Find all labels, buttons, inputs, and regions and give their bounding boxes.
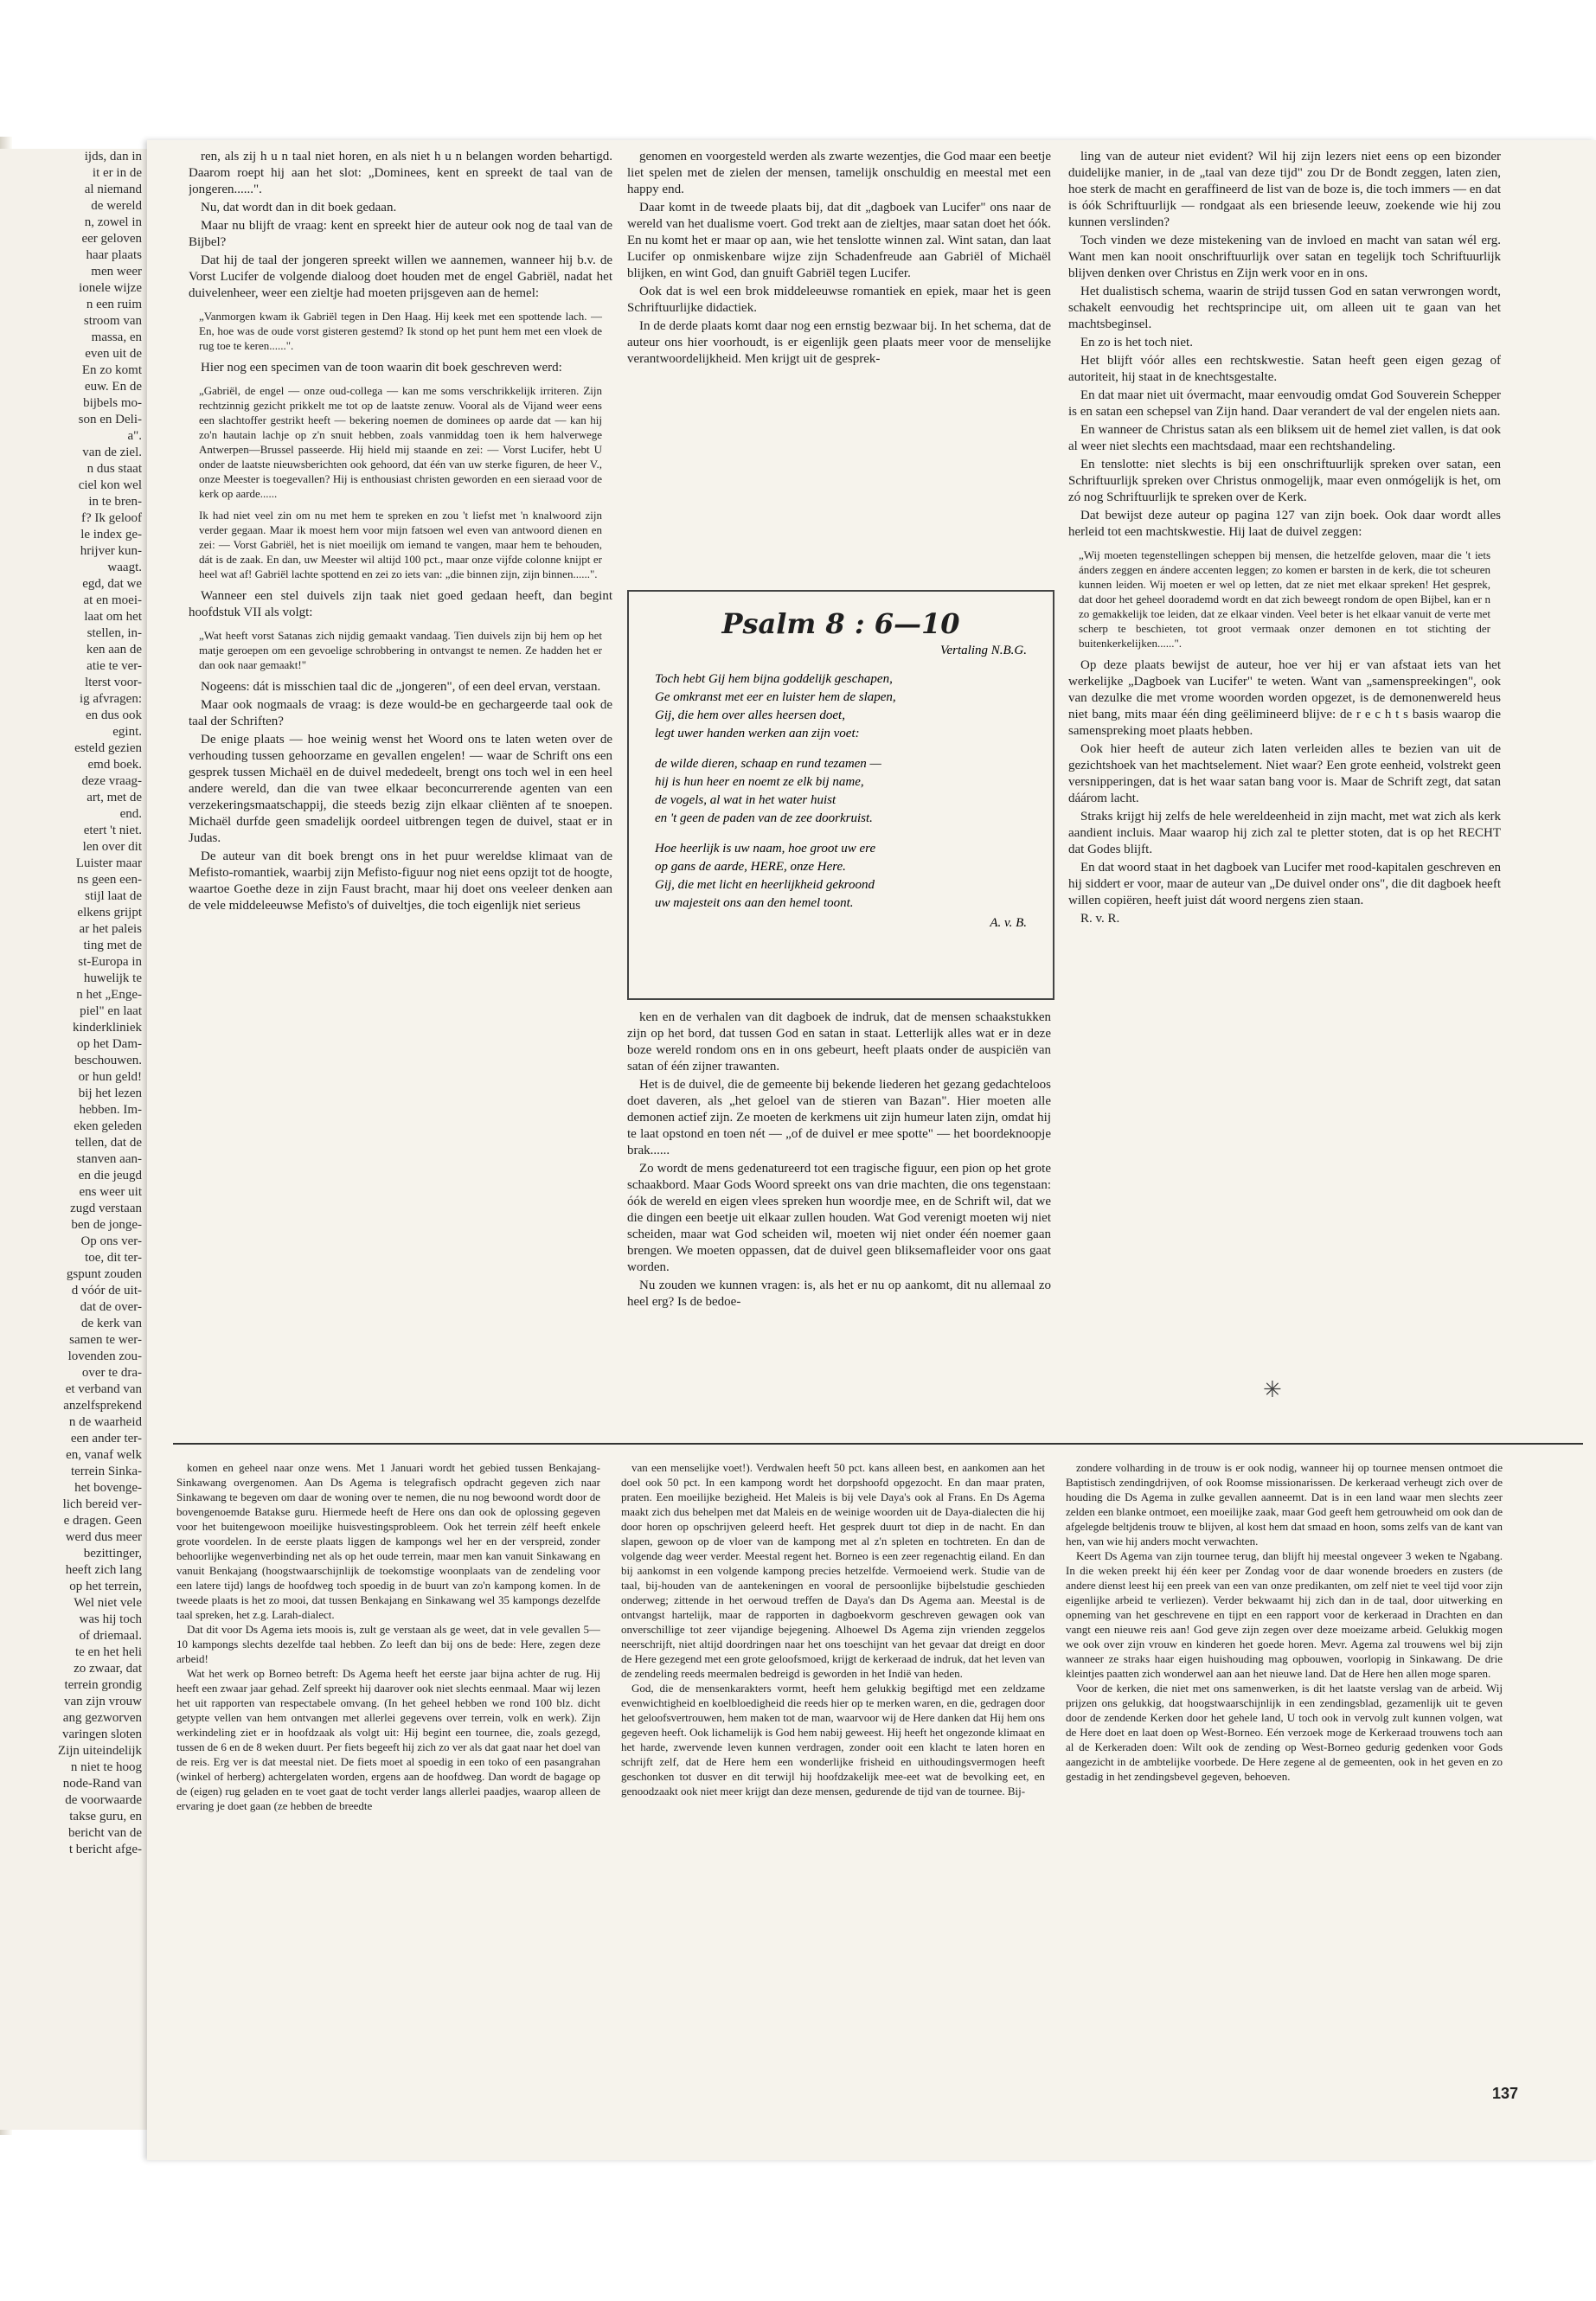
psalm-line: Gij, die met licht en heerlijkheid gekroond bbox=[655, 878, 875, 892]
paragraph: Voor de kerken, die niet met ons samenwerken, is dit het laatste verslag van de arbeid. Wij prijzen ons gelukkig, dat hoogstwaarschijnlijk in een zendingsblad, gezamenlijk uit te geven door de zendende Kerken door het gehele land, U toch ook in vervolg zult kunnen volgen, wat de Here doet en laat doen op West-Borneo. Eén verzoek moge de Kerkeraad trouwens toch aan al de Kerkeraden doen: Wilt ook de zending op West-Borneo gedurig gedenken voor Gods aangezicht in de ambtelijke voorbede. De Here zegene al de gemeenten, ook in het geven en zo gestadig in het zendingsbevel gegeven, behoeven. bbox=[1066, 1682, 1503, 1783]
left-page-text-fragment: st-Europa in bbox=[78, 955, 142, 969]
psalm-line: hij is hun heer en noemt ze elk bij name, bbox=[655, 775, 864, 789]
paragraph: „Wat heeft vorst Satanas zich nijdig gemaakt vandaag. Tien duivels zijn bij hem op het matje geroepen om een gevoelige schrobbering in ontvangst te nemen. Ze hadden het er dan ook naar gemaakt!" bbox=[199, 629, 602, 671]
left-page-text-fragment: ar het paleis bbox=[79, 922, 142, 936]
left-page-text-fragment: atie te ver- bbox=[87, 659, 142, 673]
left-page-text-fragment: len over dit bbox=[82, 840, 142, 854]
left-page-text-fragment: de wereld bbox=[91, 199, 142, 213]
left-page-text-fragment: lich bereid ver- bbox=[62, 1497, 142, 1511]
left-page-text-fragment: ang gezworven bbox=[62, 1711, 142, 1725]
left-page-edge bbox=[0, 149, 152, 2130]
left-page-text-fragment: terrein grondig bbox=[64, 1678, 142, 1692]
left-page-text-fragment: euw. En de bbox=[84, 380, 142, 394]
left-page-text-fragment: huwelijk te bbox=[83, 971, 142, 985]
left-page-text-fragment: Luister maar bbox=[75, 856, 142, 870]
left-page-text-fragment: anzelfsprekend bbox=[63, 1399, 142, 1413]
paragraph: R. v. R. bbox=[1080, 912, 1120, 926]
paragraph: De enige plaats — hoe weinig wenst het Woord ons te laten weten over de verhouding tussen gehoorzame en gevallen engelen! — waar de Schrift ons een gesprek tussen Michaël en de duivel mededeelt, brengt ons toch wel in een heel andere wereld, dan die van twee elkaar beconcurrerende agenten van een verzekeringsmaatschappij, die steeds bezig zijn elkaar cliënten af te snoepen. Michaël durfde geen smadelijk oordeel uitbrengen tegen de duivel, staat er in Judas. bbox=[189, 733, 612, 845]
left-page-text-fragment: deze vraag- bbox=[81, 774, 142, 788]
left-page-text-fragment: bezittinger, bbox=[83, 1547, 142, 1561]
paragraph: genomen en voorgesteld werden als zwarte wezentjes, die God maar een beetje liet spelen met de zielen der mensen, tamelijk onschuldig en meestal met een happy end. bbox=[627, 150, 1051, 196]
left-page-text-fragment: lterst voor- bbox=[85, 676, 142, 689]
left-page-text-fragment: d vóór de uit- bbox=[71, 1284, 142, 1298]
article-column-1 bbox=[189, 149, 612, 1438]
left-page-text-fragment: en die jeugd bbox=[78, 1169, 142, 1183]
report-column-3 bbox=[1066, 1460, 1503, 2100]
left-page-text-fragment: e dragen. Geen bbox=[63, 1514, 142, 1528]
left-page-text-fragment: end. bbox=[119, 807, 142, 821]
left-page-text-fragment: van de ziel. bbox=[82, 445, 142, 459]
left-page-text-fragment: beschouwen. bbox=[74, 1054, 142, 1067]
left-page-text-fragment: laat om het bbox=[84, 610, 142, 624]
left-page-text-fragment: was hij toch bbox=[79, 1612, 142, 1626]
left-page-text-fragment: n de waarheid bbox=[68, 1415, 142, 1429]
left-page-text-fragment: dat de over- bbox=[80, 1300, 142, 1314]
left-page-text-fragment: le index ge- bbox=[80, 528, 142, 542]
left-page-text-fragment: in te bren- bbox=[88, 495, 142, 509]
left-page-text-fragment: node-Rand van bbox=[62, 1777, 142, 1791]
left-page-text-fragment: het bovenge- bbox=[74, 1481, 142, 1495]
article-column-2-bottom bbox=[627, 1009, 1051, 1438]
article-column-2-top bbox=[627, 149, 1051, 581]
left-page-text-fragment: tellen, dat de bbox=[74, 1136, 142, 1150]
left-page-text-fragment: hebben. Im- bbox=[79, 1103, 142, 1117]
paragraph: Dat hij de taal der jongeren spreekt willen we aannemen, wanneer hij b.v. de Vorst Lucifer de volgende dialoog doet houden met de engel Gabriël, nadat het duivelenheer, weer een zieltje had moeten prijsgeven aan de hemel: bbox=[189, 253, 612, 300]
left-page-text-fragment: of driemaal. bbox=[79, 1629, 142, 1643]
left-page-text-fragment: at en moei- bbox=[83, 593, 142, 607]
left-page-text-fragment: eer geloven bbox=[81, 232, 142, 246]
paragraph: Het is de duivel, die de gemeente bij bekende liederen het gezang gedachteloos doet daveren, als „het geloel van de stieren van Bazan". Hier moeten alle demonen actief zijn. Ze moeten de kerkmens uit zijn humeur laten zijn, omdat hij te laat opstond en toen nét — „of de duivel er mee spotte" — het boordeknoopje brak...... bbox=[627, 1078, 1051, 1157]
paragraph: En tenslotte: niet slechts is bij een onschriftuurlijk spreken over satan, een Schriftuurlijk spreken over Christus onmogelijk, maar even onmógelijk is het, om zó nog Schriftuurlijk te spreken over de Kerk. bbox=[1068, 458, 1501, 504]
left-page-text-fragment: a". bbox=[127, 429, 142, 443]
left-page-text-fragment: t bericht afge- bbox=[68, 1843, 142, 1856]
paragraph: ken en de verhalen van dit dagboek de indruk, dat de mensen schaakstukken zijn op het bord, dat tussen God en satan in staat. Letterlijk alles wat er in deze boze wereld rondom ons en in ons gebeurt, heeft plaats onder de auspiciën van satan of één zijner trawanten. bbox=[627, 1010, 1051, 1074]
left-page-text-fragment: ben de jonge- bbox=[71, 1218, 142, 1232]
left-page-text-fragment: takse guru, en bbox=[69, 1810, 142, 1823]
left-page-text-fragment: varingen sloten bbox=[61, 1727, 142, 1741]
paragraph: komen en geheel naar onze wens. Met 1 Januari wordt het gebied tussen Benkajang-Sinkawang overgenomen. Aan Ds Agema is telegrafisch opdracht gegeven zich naar Sinkawang te begeven om daar de woning over te nemen, die nu nog bewoond wordt door de bovengenoemde Batakse guru. Hiermede heeft de Here ons dan ook de oplossing gegeven voor het buitengewoon moeilijke huisvestingsprobleem. Ook het terrein zélf heeft enkele grote voordelen. In de eerste plaats liggen de kampongs wel her en der verspreid, zonder behoorlijke wegenverbinding net als op het oude terrein, maar men kan vanuit Sinkawang en vanuit Benkajang (hoogstwaarschijnlijk de toekomstige woonplaats van de zendeling voor een latere tijd) langs de hoofdweg toch spoedig in de buurt van zo'n kampong komen. In de tweede plaats is het zo mooi, dat tussen Benkajang en Sinkawang wel 35 kampongs dezelfde taal spreken, het z.g. Larah-dialect. bbox=[176, 1461, 600, 1621]
left-page-text-fragment: son en Deli- bbox=[78, 413, 142, 426]
left-page-text-fragment: ting met de bbox=[83, 939, 142, 952]
psalm-translation: Vertaling N.B.G. bbox=[940, 644, 1027, 657]
left-page-text-fragment: heeft zich lang bbox=[65, 1563, 142, 1577]
paragraph: Het dualistisch schema, waarin de strijd tussen God en satan verwrongen wordt, schakelt eenvoudig het rechtsprincipe uit, om alleen uit te gaan van het machtsbeginsel. bbox=[1068, 285, 1501, 331]
left-page-text-fragment: eken geleden bbox=[74, 1119, 142, 1133]
left-page-text-fragment: werd dus meer bbox=[65, 1530, 142, 1544]
left-page-text-fragment: et verband van bbox=[65, 1382, 142, 1396]
paragraph: Straks krijgt hij zelfs de hele wereldeenheid in zijn macht, met wat zich als kerk aandient incluis. Maar waarop hij zich zal te pletter stoten, dat is op het RECHT dat Godes blijft. bbox=[1068, 810, 1501, 856]
left-page-text-fragment: ionele wijze bbox=[79, 281, 142, 295]
article-column-3 bbox=[1068, 149, 1501, 1368]
left-page-text-fragment: emd boek. bbox=[87, 758, 142, 772]
psalm-line: uw majesteit ons aan den hemel toont. bbox=[655, 896, 854, 910]
psalm-line: de vogels, al wat in het water huist bbox=[655, 793, 836, 807]
psalm-line: Gij, die hem over alles heersen doet, bbox=[655, 708, 845, 722]
left-page-text-fragment: over te dra- bbox=[81, 1366, 142, 1380]
paragraph: ren, als zij h u n taal niet horen, en als niet h u n belangen worden behartigd. Daarom roept hij aan het slot: „Dominees, kent en spreekt de taal van de jongeren......". bbox=[189, 150, 612, 196]
paragraph: En zo is het toch niet. bbox=[1080, 336, 1193, 349]
left-page-text-fragment: men weer bbox=[91, 265, 142, 279]
left-page-text-fragment: Wel niet vele bbox=[74, 1596, 142, 1610]
left-page-text-fragment: f? Ik geloof bbox=[81, 511, 142, 525]
asterisk-ornament-icon: ✳ bbox=[1263, 1377, 1282, 1402]
paragraph: En wanneer de Christus satan als een bliksem uit de hemel ziet vallen, is dat ook al weer niet slechts een machtsdaad, maar een rechtshandeling. bbox=[1068, 423, 1501, 453]
left-page-text-fragment: toe, dit ter- bbox=[85, 1251, 142, 1265]
left-page-text-fragment: waagt. bbox=[107, 561, 142, 574]
psalm-line: Ge omkranst met eer en luister hem de slapen, bbox=[655, 690, 896, 704]
paragraph: Op deze plaats bewijst de auteur, hoe ver hij er van afstaat iets van het werkelijke „Dagboek van Lucifer" te weten. Want van „samenspreekingen", ook van dezulke die met vrome woorden worden opgezet, is de demonenwereld heus niet bang, mits maar één ding geëlimineerd blijve: de r e c h t s basis waarop die samenspreking moet plaats hebben. bbox=[1068, 658, 1501, 738]
left-page-text-fragment: ns geen een- bbox=[77, 873, 142, 887]
paragraph: Nogeens: dát is misschien taal dic de „jongeren", of een deel ervan, verstaan. bbox=[201, 680, 601, 694]
left-page-text-fragment: van zijn vrouw bbox=[64, 1695, 142, 1708]
psalm-line: op gans de aarde, HERE, onze Here. bbox=[655, 860, 846, 874]
paragraph: Ik had niet veel zin om nu met hem te spreken en zou 't liefst met 'n knalwoord zijn verder gegaan. Maar ik moest hem voor mijn fatsoen wel even van antwoord dienen en zei: — Vorst Gabriël, het is niet moeilijk om iemand te vangen, maar hem te behouden, dát is de zaak. En dan, uw Meester wil altijd 100 pct., maar onze vijfde colonne knijpt er heel wat af! Gabriël lachte spottend en zei zo iets van: „die binnen zijn, zijn binnen......". bbox=[199, 509, 602, 580]
left-page-text-fragment: haar plaats bbox=[86, 248, 142, 262]
page-number: 137 bbox=[1492, 2085, 1519, 2102]
psalm-line: Toch hebt Gij hem bijna goddelijk geschapen, bbox=[655, 672, 893, 686]
left-page-text-fragment: bij het lezen bbox=[78, 1086, 142, 1100]
left-page-text-fragment: Op ons ver- bbox=[80, 1234, 142, 1248]
paragraph: Zo wordt de mens gedenatureerd tot een tragische figuur, een pion op het grote schaakbord. Maar Gods Woord spreekt ons van drie machten, die ons tegenstaan: óók de wereld en eigen vlees spreken hun woordje mee, en de Schrift wil, dat we die dingen een beetje uit elkaar zullen houden. Wat God verenigt moeten wij niet scheiden, maar wat God scheiden wil, moeten wij niet onder één noemer gaan brengen. We moeten oppassen, dat de duivel geen bliksemafleider voor ons gaat worden. bbox=[627, 1162, 1051, 1274]
paragraph: Maar ook nogmaals de vraag: is deze would-be en gechargeerde taal ook de taal der Schriften? bbox=[189, 698, 612, 728]
left-page-text-fragment: hrijver kun- bbox=[80, 544, 142, 558]
left-page-text-fragment: stroom van bbox=[83, 314, 142, 328]
psalm-author: A. v. B. bbox=[990, 916, 1027, 930]
left-page-text-fragment: n het „Enge- bbox=[76, 988, 142, 1002]
paragraph: van een menselijke voet!). Verdwalen heeft 50 pct. kans alleen best, en aankomen aan het doel ook 50 pct. In een kampong wordt het dorpshoofd opgezocht. En dan maar praten, praten. Een moeilijke bezigheid. Het Maleis is bij vele Daya's ook al Frans. En Ds Agema maakt zich dus behelpen met dat Maleis en de weinige woorden uit de Daya-dialecten die hij door horen op opschrijven geleerd heeft. Het gesprek duurt tot diep in de nacht. En dan slapen, gewoon op de vloer van de kampong met al z'n spleten en tochtreten. En dan de volgende dag weer verder. Meestal regent het. Borneo is een zeer regenachtig eiland. En dan bij aankomst in een volgende kampong precies hetzelfde. Vermoeiend werk. Studie van de taal, bij-houden van de aantekeningen en vooral de persoonlijke bijbelstudie geschieden onderweg; zittende in het oerwoud treffen de Daya's dan Ds Agema aan. Meestal is de ontvangst hartelijk, maar de rapporten in dagboekvorm geschreven gewagen ook van onverschillige tot zeer vijandige bejegening. Alhoewel Ds Agema zijn vrienden zeggelos neerschrijft, niet altijd doordringen naar het ons toeschijnt van het gevaar dat dreigt en door de Here gezegend met een grote geloofsmoed, krijgt de kerkeraad de indruk, dat het leven van de zendeling reeds meermalen bedreigd is geworden in het Indië van heden. bbox=[621, 1461, 1045, 1680]
left-page-text-fragment: kinderkliniek bbox=[73, 1021, 142, 1035]
psalm-poem-box bbox=[627, 590, 1054, 1000]
magazine-page bbox=[147, 140, 1596, 2160]
left-page-text-fragment: een ander ter- bbox=[70, 1432, 142, 1445]
psalm-line: legt uwer handen werken aan zijn voet: bbox=[655, 727, 860, 740]
left-page-text-fragment: En zo komt bbox=[81, 363, 142, 377]
paragraph: Ook hier heeft de auteur zich laten verleiden alles te bezien van uit de gezichtshoek van het machtselement. Niet waar? Een grote eenheid, volstrekt geen versnipperingen, dat is het waar satan bang voor is. Maar de Schrift zegt, dat satan dáárom lacht. bbox=[1068, 742, 1501, 805]
paragraph: Wat het werk op Borneo betreft: Ds Agema heeft het eerste jaar bijna achter de rug. Hij heeft een zwaar jaar gehad. Zelf spreekt hij daarover ook niet slechts eenmaal. Maar wij lezen het uit rapporten van respectabele omvang. (In het geheel hebben we rond 100 blz. dicht getypte vellen van hem ontvangen met allerlei gegevens over terrein, volk en werk). Zijn werkindeling ziet er in hoofdzaak als volgt uit: Hij begint een tournee, die, zoals gezegd, tussen de 6 en de 8 weken duurt. Per fiets begeeft hij zich zo ver als dat gaat naar het doel van de reis. Erg ver is dat meestal niet. De fiets moet al spoedig in een toko of een pasangrahan (winkel of herberg) achtergelaten worden, ergens aan de hoofdweg. Dan wordt de bagage op de (eigen) rug geladen en te voet gaat de tocht verder langs allerlei paadjes, waarop alleen de ervaring je doet gaan (ze hebben de breedte bbox=[176, 1667, 600, 1812]
left-page-text-fragment: terrein Sinka- bbox=[70, 1465, 142, 1478]
paragraph: Hier nog een specimen van de toon waarin dit boek geschreven werd: bbox=[201, 361, 562, 375]
left-page-text-fragment: ig afvragen: bbox=[79, 692, 142, 706]
left-page-text-fragment: piel" en laat bbox=[80, 1004, 142, 1018]
left-page-text-fragment: zugd verstaan bbox=[70, 1202, 142, 1215]
paragraph: Toch vinden we deze mistekening van de invloed en macht van satan wél erg. Want men kan nooit onschriftuurlijk over satan en tegelijk toch Schriftuurlijk blijven denken over Christus en Zijn werk voor en in ons. bbox=[1068, 234, 1501, 280]
psalm-stanza-2 bbox=[629, 743, 1053, 828]
left-page-text-fragment: en, vanaf welk bbox=[66, 1448, 142, 1462]
psalm-line: en 't geen de paden van de zee doorkruist. bbox=[655, 811, 873, 825]
left-page-text-fragment: elkens grijpt bbox=[77, 906, 142, 920]
paragraph: Nu, dat wordt dan in dit boek gedaan. bbox=[201, 201, 397, 215]
paragraph: „Gabriël, de engel — onze oud-collega — kan me soms verschrikkelijk irriteren. Zijn rechtzinnig gezicht prikkelt me tot op de laatste zenuw. Vooral als de Vijand weer eens een slachtoffer gestrikt heeft — bekering noemen de dominees op aarde dat — kan hij zo'n hautain lachje op z'n snuit hebben, zoals vanmiddag toen ik hem halverwege Antwerpen—Brussel passeerde. Hij hield mij staande en zei: — Vorst Lucifer, hebt U onder de laatste nieuwsberichten ook gehoord, dat één van uw sterke figuren, de heer V., onze Meester is toegevallen? Hij is enthousiast christen geworden en een sieraad voor de kerk op aarde...... bbox=[199, 384, 602, 500]
left-page-text-fragment: de voorwaarde bbox=[65, 1793, 142, 1807]
paragraph: „Vanmorgen kwam ik Gabriël tegen in Den Haag. Hij keek met een spottende lach. — En, hoe was de oude vorst gisteren gestemd? Ik stond op het punt hem met een vloek de rug toe te keren......". bbox=[199, 310, 602, 352]
left-page-text-fragment: egint. bbox=[112, 725, 142, 739]
left-page-text-fragment: n niet te hoog bbox=[70, 1760, 142, 1774]
left-page-text-fragment: art, met de bbox=[87, 791, 142, 804]
left-page-text-fragment: n dus staat bbox=[87, 462, 142, 476]
left-page-text-fragment: stanven aan- bbox=[76, 1152, 142, 1166]
left-page-text-fragment: ciel kon wel bbox=[78, 478, 142, 492]
left-page-text-fragment: n, zowel in bbox=[84, 215, 142, 229]
left-page-text-fragment: Zijn uiteindelijk bbox=[57, 1744, 142, 1758]
report-column-1 bbox=[176, 1460, 600, 2152]
left-page-text-fragment: even uit de bbox=[85, 347, 142, 361]
section-divider bbox=[173, 1443, 1583, 1445]
paragraph: De auteur van dit boek brengt ons in het puur wereldse klimaat van de Mefisto-romantiek, waarbij zijn Mefisto-figuur nog niet eens opzijt tot de hoogte, waartoe Goethe deze in zijn Faust bracht, maar hij doet ons veeleer denken aan de vele middeleeuwse Mefisto's of duiveltjes, die toch eigenlijk niet serieus bbox=[189, 849, 612, 913]
paragraph: Maar nu blijft de vraag: kent en spreekt hier de auteur ook nog de taal van de Bijbel? bbox=[189, 219, 612, 249]
paragraph: Het blijft vóór alles een rechtskwestie. Satan heeft geen eigen gezag of autoriteit, hij staat in de knechtsgestalte. bbox=[1068, 354, 1501, 384]
psalm-line: Hoe heerlijk is uw naam, hoe groot uw ere bbox=[655, 842, 876, 856]
left-page-text-fragment: al niemand bbox=[84, 183, 142, 196]
left-page-text-fragment: etert 't niet. bbox=[83, 824, 142, 837]
paragraph: Dat dit voor Ds Agema iets moois is, zult ge verstaan als ge weet, dat in vele gevallen 5—10 kampongs slechts dezelfde taal hebben. Zo leeft dan bij ons de bede: Here, zegen deze arbeid! bbox=[176, 1623, 600, 1665]
paragraph: Nu zouden we kunnen vragen: is, als het er nu op aankomt, dit nu allemaal zo heel erg? Is de bedoe- bbox=[627, 1279, 1051, 1309]
left-page-text-fragment: gspunt zouden bbox=[66, 1267, 142, 1281]
left-page-text-fragment: massa, en bbox=[91, 330, 142, 344]
psalm-title: Psalm 8 : 6—10 bbox=[721, 607, 960, 640]
psalm-stanza-3 bbox=[629, 828, 1053, 913]
left-page-text-fragment: de kerk van bbox=[81, 1317, 142, 1330]
left-page-text-fragment: ens weer uit bbox=[79, 1185, 142, 1199]
left-page-text-fragment: ken aan de bbox=[86, 643, 142, 657]
psalm-stanza-1 bbox=[629, 658, 1053, 743]
left-page-text-fragment: stellen, in- bbox=[87, 626, 142, 640]
left-page-text-fragment: n een ruim bbox=[86, 298, 142, 311]
paragraph: ling van de auteur niet evident? Wil hij zijn lezers niet eens op een bizonder duidelijke manier, in de „taal van deze tijd" zou Dr de Bondt zeggen, laten zien, hoe sterk de macht en geraffineerd de list van de boze is, die toch immers — en dat is óók Schriftuurlijk — rondgaat als een briesende leeuw, zoekende wie hij zou kunnen verslinden? bbox=[1068, 150, 1501, 229]
paragraph: Keert Ds Agema van zijn tournee terug, dan blijft hij meestal ongeveer 3 weken te Ngabang. In die weken preekt hij één keer per Zondag voor de daar wonende broeders en zusters (de andere dienst leest hij een preek van een van onze predikanten, om zelf niet te veel tijd voor zijn eigenlijke arbeid te verliezen). Verder bekwaamt hij zich dan in de taal, door uitwerking en opneming van het geschrevene en tijpt en een rapport voor de kerkeraad in Drachten en dan vangt een nieuwe reis aan! God geve zijn zegen over deze moeizame arbeid. Gelukkig mogen we ook over zijn vrouw en kinderen het goede horen. Mevr. Agema zal trouwens wel bij zijn wanneer ze straks haar eigen huishouding mag opbouwen, voorlopig in Sinkawang. De drie kleintjes paatten zich wonderwel aan aan het nieuwe land. Dat de Here hen allen moge sparen. bbox=[1066, 1549, 1503, 1680]
left-page-text-fragment: bijbels mo- bbox=[83, 396, 142, 410]
left-page-text-fragment: egd, dat we bbox=[82, 577, 142, 591]
paragraph: In de derde plaats komt daar nog een ernstig bezwaar bij. In het schema, dat de auteur ons hier voorhoudt, is er eigenlijk geen plaats meer voor de menselijke verantwoordelijkheid. Men krijgt uit de gesprek- bbox=[627, 319, 1051, 366]
left-page-text-fragment: op het Dam- bbox=[77, 1037, 142, 1051]
left-page-text-fragment: zo zwaar, dat bbox=[74, 1662, 142, 1676]
paragraph: Daar komt in de tweede plaats bij, dat dit „dagboek van Lucifer" ons naar de wereld van het dualisme voert. God trekt aan de zieltjes, maar satan doet het óók. En nu komt het er maar op aan, wie het tenslotte winnen zal. Wint satan, dan laat Lucifer op onmiskenbare wijze zijn Schadenfreude aan Gabriël of Michaël blijken, en wint God, dan gnuift Gabriël tegen Lucifer. bbox=[627, 201, 1051, 280]
paragraph: Wanneer een stel duivels zijn taak niet goed gedaan heeft, dan begint hoofdstuk VII als volgt: bbox=[189, 589, 612, 619]
left-page-text-fragment: stijl laat de bbox=[85, 889, 142, 903]
left-page-text-fragment: te en het heli bbox=[74, 1645, 142, 1659]
left-page-text-fragment: bericht van de bbox=[68, 1826, 142, 1840]
left-page-text-fragment: it er in de bbox=[92, 166, 142, 180]
paragraph: zondere volharding in de trouw is er ook nodig, wanneer hij op tournee mensen ontmoet die Baptistisch zendingdrijven, of ook Roomse missionarissen. De kerkeraad verheugt zich over de houding die Ds Agema in zulke gevallen aanneemt. Dat is in een land waar men slechts zeer zelden een blanke ontmoet, een moeilijke zaak, maar God geeft hem getrouwheid om ook dan de afgelegde beltjdenis trouw te blijven, al kost hem dat smaad en hoon, soms zelfs van de kant van hen, van wie hij anders mocht verwachten. bbox=[1066, 1461, 1503, 1548]
paragraph: „Wij moeten tegenstellingen scheppen bij mensen, die hetzelfde geloven, maar die 't iets ánders zeggen en ándere accenten leggen; zo komen er barsten in de kerk, die tot scheuren kunnen leiden. Wij moeten er wel op letten, dat ze niet met elkaar spreken! Het gesprek, dat door het geheel doorademd wordt en dat zich beweegt rondom de open Bijbel, kan er n zo gemakkelijk toe leiden, dat ze elkaar vinden. Veel beter is het elkaar vanuit de verte met scherp te beschieten, tot groot vermaak onzer demonen en tot stichting der buitenkerkelijken......". bbox=[1079, 548, 1490, 650]
left-page-text-fragment: lovenden zou- bbox=[67, 1349, 142, 1363]
paragraph: Dat bewijst deze auteur op pagina 127 van zijn boek. Ook daar wordt alles herleid tot een machtskwestie. Hij laat de duivel zeggen: bbox=[1068, 509, 1501, 539]
left-page-text-fragment: or hun geld! bbox=[78, 1070, 142, 1084]
paragraph: En dat maar niet uit óvermacht, maar eenvoudig omdat God Souverein Schepper is en satan een schepsel van Zijn hand. Daar verandert de val der engelen niets aan. bbox=[1068, 388, 1501, 419]
left-page-text-fragment: esteld gezien bbox=[74, 741, 142, 755]
paragraph: Ook dat is wel een brok middeleeuwse romantiek en epiek, maar het is geen Schriftuurlijke didactiek. bbox=[627, 285, 1051, 315]
left-page-text-fragment: en dus ook bbox=[86, 708, 142, 722]
paragraph: God, die de mensenkarakters vormt, heeft hem gelukkig begiftigd met een zeldzame evenwichtigheid en koelbloedigheid die reeds hier op te merken waren, en die, gedragen door het geloofsvertrouwen, hem maken tot de man, waarvoor wij de Here danken dat Hij hem ons gegeven heeft. Ook lichamelijk is God hem nabij geweest. Hij heeft het ongezonde klimaat en het harde, zwervende leven kunnen verdragen, zonder ooit een klacht te laten horen en schrijft zelf, dat de Here hem een wonderlijke frisheid en uithoudingsvermogen heeft geschonken tot dusver en dit terwijl hij hoofdzakelijk mee-eet wat de bevolking eet, en genoodzaakt ook niet meer krijgt dan deze mensen, gedurende de tijd van de tournee. Bij- bbox=[621, 1682, 1045, 1798]
left-page-text-fragment: op het terrein, bbox=[69, 1580, 142, 1593]
paragraph: En dat woord staat in het dagboek van Lucifer met rood-kapitalen geschreven en hij siddert er voor, maar de auteur van „De duivel onder ons", die dit dagboek heeft willen copiëren, heeft juist dát woord nergens zien staan. bbox=[1068, 861, 1501, 907]
report-column-2 bbox=[621, 1460, 1045, 2152]
left-page-text-fragment: ijds, dan in bbox=[84, 150, 142, 163]
left-page-text-fragment: samen te wer- bbox=[69, 1333, 142, 1347]
psalm-line: de wilde dieren, schaap en rund tezamen — bbox=[655, 757, 881, 771]
